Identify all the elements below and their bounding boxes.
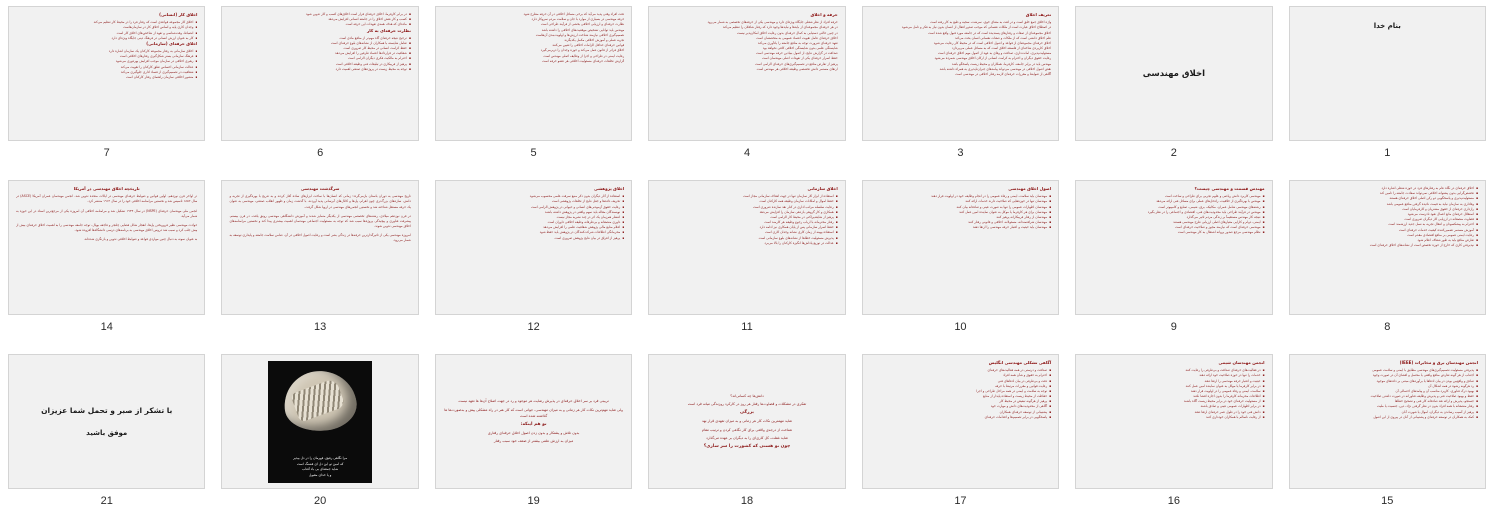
slide-cell-9[interactable] <box>1067 174 1280 348</box>
slide-3-line-3: اخلاق مجموعه‌ای از صفات و رفتارهای پسندیده است که در جامعه مورد قبول واقع شده است <box>928 30 1052 35</box>
slide-15-line-2: ▪ اجتناب از هر گونه تعارض منافع واقعی یا محتمل و افشای آن در صورت وجود <box>1297 373 1478 378</box>
slide-4-line-2: در هر حرفه‌ای مجموعه‌ای از بایدها و نبایدها وجود دارد که رفتار شاغلان را تنظیم می‌کند <box>722 25 838 30</box>
slide-10-line-7: ▪ مهندسان باید حیثیت و اعتبار حرفه مهندسی را ارتقا دهند <box>870 225 1051 230</box>
slide-16-line-7: ▪ از مسئولیت حرفه‌ای خود در برابر محیط زیست آگاه باشند <box>1083 399 1264 404</box>
slide-cell-19[interactable] <box>427 348 640 522</box>
slide-4-body <box>656 20 837 135</box>
slide-5-body <box>443 12 624 135</box>
slide-number-12: 12 <box>527 321 540 333</box>
slide-18-line-7: چون نو هستی که کشورت را سر سازی؟ <box>703 443 791 449</box>
slide-8-line-4: ▪ وفاداری به سازمان نباید به قیمت نادیده گرفتن منافع عمومی باشد <box>1297 202 1478 207</box>
slide-9-line-8: ▪ نظام مهندسی مرجع صدور پروانه اشتغال به کار مهندسی است <box>1083 230 1264 235</box>
slide-10-line-5: ▪ مهندسان از رفتار فریبکارانه پرهیز کنند <box>870 215 1051 220</box>
slide-15-line-1: ▪ پذیرفتن مسئولیت تصمیم‌گیری‌های مهندسی مطابق با ایمنی و سلامت عمومی <box>1297 368 1478 373</box>
slide-12-line-3: ▪ رعایت حقوق آزمودنی‌های انسانی و حیوانی در پژوهش الزامی است <box>443 205 624 210</box>
slide-19-line-1: تربیتی فرد بر سر اخلاق حرفه‌ای در پذیرش رضایت هر موجود و رد در جهت اصلاح آن‌ها ها تعهد نیست <box>458 399 609 404</box>
slide-15-body <box>1297 368 1478 483</box>
slide-17-line-5: ▪ توجه به سلامت و ایمنی در همه مراحل طراحی و اجرا <box>870 389 1051 394</box>
slide-15-line-7: ▪ جستجو، پذیرش و ارائه نقد صادقانه کار فنی و تصحیح خطاها <box>1297 399 1478 404</box>
slide-15-line-8: ▪ رفتار منصفانه با همه افراد بدون در نظر گرفتن نژاد، دین، جنسیت یا ملیت <box>1297 404 1478 409</box>
slide-number-20: 20 <box>314 495 327 507</box>
slide-17-line-1: ▪ صداقت و درستی در همه فعالیت‌های حرفه‌ای <box>870 368 1051 373</box>
slide-6-line-3: ▪ ماده‌ای که هدف همه‌ی تعهدات این حرفه است <box>229 22 410 27</box>
slide-thumbnail-7[interactable] <box>8 6 205 141</box>
slide-number-16: 16 <box>1167 495 1180 507</box>
slide-cell-21[interactable] <box>0 348 213 522</box>
slide-6-line-5: ▪ ترجیح نتیجه حرفه‌ای گاه مهم‌تر از منافع مادی است <box>229 36 410 41</box>
slide-19-line-3: تو هم اینکه: <box>520 421 547 427</box>
slide-thumbnail-6[interactable] <box>221 6 418 141</box>
slide-8-body <box>1297 186 1478 309</box>
slide-8-line-11: ▪ تعارض منافع باید به طور شفاف اعلام شود <box>1297 238 1478 243</box>
slide-4-line-3: در چنین حالتی دستیابی به کمال حرفه‌ای بدون رعایت اخلاق امکان‌پذیر نیست <box>736 30 838 35</box>
good-luck-message: موفق باشید <box>86 429 128 437</box>
slide-14-title: تاریخچه اخلاق مهندسی در آمریکا <box>73 186 140 191</box>
slide-17-title: آگاهی تشکلی مهندسی انگلیس <box>988 360 1052 365</box>
slide-9-line-3: ▪ رشته‌های مهندسی شامل عمران، مکانیک، برق، شیمی، صنایع و کامپیوتر است <box>1083 205 1264 210</box>
slide-9-body <box>1083 194 1264 309</box>
slide-4-line-5: تعهد حرفه‌ای ضرورت توجه به منافع جامعه را یادآوری می‌کند <box>757 40 838 45</box>
slide-thumbnail-1[interactable] <box>1289 6 1486 141</box>
slide-16-line-3: ▪ حیثیت و اعتبار حرفه مهندسی را ارتقا دهند <box>1083 379 1264 384</box>
slide-7-line-3: ▪ انضباط، وقت‌شناسی و تعهد از شاخص‌های اخلاق کار است <box>16 31 197 36</box>
slide-number-6: 6 <box>317 147 324 159</box>
slide-3-line-5: اخلاق حرفه‌ای مجموعه‌ای از قواعد و اصول اخلاقی است که در محیط کار رعایت می‌شود <box>933 40 1052 45</box>
slide-21-body <box>16 360 197 483</box>
slide-cell-10[interactable] <box>854 174 1067 348</box>
slide-12-line-4: ▪ نویسندگان مقاله باید سهم واقعی در پژوهش داشته باشند <box>443 210 624 215</box>
slide-6-line-9: ▪ احترام به مالکیت فکری دیگران الزامی است <box>229 56 410 61</box>
slide-5-line-10: گزارش تخلفات حرفه‌ای مسئولیت اخلاقی هر عضو حرفه است <box>542 58 625 63</box>
slide-9-line-7: ▪ مهندسی حرفه‌ای است که نیازمند مجوز و صلاحیت حرفه‌ای است <box>1083 225 1264 230</box>
slide-7-line-2: ▪ وجدان کاری پایه و اساس اخلاق کار در سازمان‌هاست <box>16 25 197 30</box>
slide-16-title: انجمن مهندسان شیمی <box>1218 360 1265 365</box>
slide-3-line-1: واژه اخلاق جمع خلق است و در لغت به معنای خوی، سرشت، سجیه و طبع به کار رفته است <box>930 20 1052 25</box>
slide-6-line-6: ▪ تعامل شایسته با همکاران از نشانه‌های بلوغ حرفه‌ای است <box>229 41 410 46</box>
slide-thumbnail-19[interactable] <box>435 354 632 489</box>
slide-cell-3[interactable] <box>854 0 1067 174</box>
slide-number-9: 9 <box>1170 321 1177 333</box>
slide-12-line-7: ▪ اعلام منابع مالی پژوهش شفافیت علمی را افزایش می‌دهد <box>443 225 624 230</box>
slide-7-title: اخلاق کار (انسانی) <box>159 12 198 17</box>
slide-8-line-8: ▪ احترام به پیشکسوتان و انتقال تجربه به نسل جدید ارزشمند است <box>1297 222 1478 227</box>
slide-7-body <box>16 20 197 135</box>
photo-caption-line-2: که امین تو این دل ای قشنگ است <box>296 461 344 466</box>
slide-15-line-3: ▪ صادق و واقع‌بین بودن در بیان ادعاها یا برآوردهای مبتنی بر داده‌های موجود <box>1297 379 1478 384</box>
slide-cell-1[interactable] <box>1281 0 1494 174</box>
slide-cell-8[interactable] <box>1281 174 1494 348</box>
slide-cell-12[interactable] <box>427 174 640 348</box>
slide-16-line-1: ▪ در فعالیت‌های حرفه‌ای صداقت و بی‌طرفی را رعایت کنند <box>1083 368 1264 373</box>
slide-18-line-1: دانش‌ها چه کسانی‌اند؟ <box>730 393 764 398</box>
slide-17-line-6: ▪ حفاظت از محیط زیست و استفاده پایدار از منابع <box>870 394 1051 399</box>
slide-number-5: 5 <box>530 147 537 159</box>
slide-thumbnail-5[interactable] <box>435 6 632 141</box>
slide-3-line-2: در اصطلاح اخلاق عبارت است از ملکات نفسانی که موجب صدور افعال از انسان بدون نیاز به فکر و تامل می‌شود <box>901 25 1052 30</box>
slide-11-line-10: ▪ عدالت در توزیع پاداش‌ها انگیزه کارکنان را بالا می‌برد <box>656 241 837 246</box>
slide-4-line-8: حفظ اسرار حرفه‌ای یکی از تعهدات اصلی مهندسان است <box>761 56 838 61</box>
slide-thumbnail-11[interactable] <box>648 180 845 315</box>
slide-number-17: 17 <box>954 495 967 507</box>
slide-8-line-2: ▪ تخصص‌گرایی بدون پشتوانه اخلاقی نمی‌تواند سعادت جامعه را تامین کند <box>1297 191 1478 196</box>
slide-5-line-2: حرفه مهندسی در بسیاری از موارد با جان و سلامت مردم سروکار دارد <box>531 17 625 22</box>
slide-thumbnail-21[interactable] <box>8 354 205 489</box>
slide-number-14: 14 <box>100 321 113 333</box>
slide-8-line-10: ▪ رعایت ایمنی عمومی بر منافع اقتصادی مقدم است <box>1297 233 1478 238</box>
slide-6-subtitle: نظارت حرفه‌ای به کار <box>366 27 411 33</box>
slide-thumbnail-14[interactable] <box>8 180 205 315</box>
slide-17-line-8: ▪ آگاهی از محدودیت‌های دانش و مهارت خود <box>870 404 1051 409</box>
slide-16-line-4: ▪ در برابر کارفرما یا موکل به عنوان نماینده امین عمل کنند <box>1083 384 1264 389</box>
slide-8-line-3: ▪ مسئولیت‌پذیری و پاسخگویی دو رکن اصلی اخلاق حرفه‌ای هستند <box>1297 196 1478 201</box>
slide-16-line-6: ▪ اطلاعات محرمانه کارفرما را بدون اجازه افشا نکنند <box>1083 394 1264 399</box>
slide-6-line-1: ▪ در برابر کارفرما، اخلاق حرفه‌ای قرار است اخلاق‌های کسب و کار تدوین شود <box>229 12 410 17</box>
slide-15-line-9: ▪ پرهیز از آسیب رساندن به دیگران، اموال یا شهرت آنان <box>1297 410 1478 415</box>
slide-7-line-10: ▪ شفافیت در تصمیم‌گیری از فساد اداری جلوگیری می‌کند <box>16 70 197 75</box>
slide-4-line-10: ارتقای مستمر دانش تخصصی وظیفه اخلاقی هر مهندس است <box>756 66 838 71</box>
slide-cell-20[interactable] <box>213 348 426 522</box>
slide-3-line-4: علم اخلاق دانشی است که از ملکات و صفات نفسانی انسان بحث می‌کند <box>954 35 1052 40</box>
slide-5-line-8: اخلاق فراتر از قانون عمل می‌کند و حوزه وجدان را دربرمی‌گیرد <box>540 48 625 53</box>
slide-cell-16[interactable] <box>1067 348 1280 522</box>
slide-12-line-5: ▪ انتشار هم‌زمان یک اثر در چند نشریه مجاز نیست <box>443 215 624 220</box>
slide-11-body <box>656 194 837 309</box>
slide-3-line-10: نقض اصول اخلاقی در مهندسی می‌تواند پیامدهای جبران‌ناپذیری به همراه داشته باشد <box>939 66 1052 71</box>
slide-cell-7[interactable] <box>0 0 213 174</box>
slide-number-1: 1 <box>1384 147 1391 159</box>
slide-number-21: 21 <box>100 495 113 507</box>
slide-4-line-9: پرهیز از تعارض منافع در تصمیم‌گیری‌های حرفه‌ای الزامی است <box>755 61 838 66</box>
slide-16-line-5: ▪ سلامت، ایمنی و رفاه عمومی را در اولویت قرار دهند <box>1083 389 1264 394</box>
slide-number-7: 7 <box>103 147 110 159</box>
slide-number-10: 10 <box>954 321 967 333</box>
slide-thumbnail-10[interactable] <box>862 180 1059 315</box>
slide-6-line-11: ▪ توجه به محیط زیست در پروژه‌های صنعتی اهمیت دارد <box>229 67 410 72</box>
slide-5-line-9: رعایت ایمنی در طراحی و اجرا از وظایف اصلی مهندس است <box>543 53 625 58</box>
slide-4-line-7: صداقت در گزارش نتایج، از اصول بنیادین حرفه مهندسی است <box>756 51 838 56</box>
slide-11-line-3: ▪ رعایت سلسله مراتب اداری در کنار نقد سازنده ضروری است <box>656 205 837 210</box>
slide-11-line-2: ▪ حفظ اموال و امکانات سازمان وظیفه همه کارکنان است <box>656 199 837 204</box>
slide-number-2: 2 <box>1170 147 1177 159</box>
slide-6-line-2: ▪ کسب و کار نقش اخلاق را در جامعه انسانی افزایش می‌دهد <box>229 17 410 22</box>
slide-6-line-8: ▪ شفافیت در قراردادها اعتماد طرفین را افزایش می‌دهد <box>229 51 410 56</box>
slide-cell-11[interactable] <box>640 174 853 348</box>
slide-3-line-6: اخلاق کاربردی شاخه‌ای از فلسفه اخلاق است که به مسائل عملی می‌پردازد <box>952 46 1052 51</box>
slide-thumbnail-20[interactable] <box>221 354 418 489</box>
slide-11-line-9: ▪ پذیرش مسئولیت خطاها از نشانه‌های بلوغ سازمانی است <box>656 236 837 241</box>
slide-12-body <box>443 194 624 309</box>
photo-caption-line-4: و یا خدای مقبول <box>308 472 332 477</box>
slide-thumbnail-9[interactable] <box>1075 180 1272 315</box>
slide-3-line-7: مسئولیت‌پذیری، امانت‌داری، صداقت و وفای به عهد از اصول مهم اخلاق حرفه‌ای است <box>937 51 1052 56</box>
slide-thumbnail-4[interactable] <box>648 6 845 141</box>
book-sculpture-shape <box>280 366 360 435</box>
slide-10-body <box>870 194 1051 309</box>
slide-cell-13[interactable] <box>213 174 426 348</box>
slide-10-line-3: ▪ مهندسان اظهارات عمومی را تنها به صورت عینی و صادقانه بیان کنند <box>870 205 1051 210</box>
slide-8-line-5: ▪ رازداری حرفه‌ای از حقوق مشتریان و کارفرمایان است <box>1297 207 1478 212</box>
slide-5-line-1: دقت افراد وقتی پدید می‌آید که برخی مسائل اخلاقی در آن حرفه مطرح شود <box>523 12 625 16</box>
slide-number-4: 4 <box>743 147 751 159</box>
slide-17-line-10: ▪ پاسخگویی در برابر تصمیم‌ها و اقدامات حرفه‌ای <box>870 415 1051 420</box>
slide-18-body <box>656 360 837 483</box>
slide-2-title: اخلاق مهندسی <box>1142 68 1205 79</box>
slide-thumbnail-3[interactable] <box>862 6 1059 141</box>
slide-1-title: بنام خدا <box>1373 22 1401 30</box>
slide-19-body <box>443 360 624 483</box>
slide-10-line-2: ▪ مهندسان تنها در حوزه‌هایی که صلاحیت دارند خدمات ارائه کنند <box>870 199 1051 204</box>
slide-6-body <box>229 12 410 135</box>
photo-caption-line-1: مرا نگاهی رفیق، قهرمان را در دل بپذیر <box>293 456 348 461</box>
slide-3-body <box>870 20 1051 135</box>
slide-16-body <box>1083 368 1264 483</box>
slide-15-line-10: ▪ کمک به همکاران در توسعه حرفه‌ای و پشتیبانی از آنان در پیروی از این اصول <box>1297 415 1478 420</box>
slide-13-para-3: امروزه مهندسی یکی از تاثیرگذارترین حرفه‌ها در زندگی بشر است و رعایت اصول اخلاقی در آن، ضامن سلامت جامعه و پایداری توسعه به شمار می‌رود. <box>229 233 411 243</box>
slide-thumbnail-18[interactable] <box>648 354 845 489</box>
slide-thumbnail-2[interactable] <box>1075 6 1272 141</box>
slide-thumbnail-13[interactable] <box>221 180 418 315</box>
slide-12-line-6: ▪ داوری منصفانه و بی‌طرفانه وظیفه اخلاقی داوران است <box>443 220 624 225</box>
slide-4-line-1: حرفه افراد از نظر شغلی جایگاه ویژه‌ای دارد و مهندسی یکی از حرفه‌های تخصصی به شمار می‌رود <box>707 20 838 25</box>
slide-number-18: 18 <box>740 495 754 507</box>
slide-18-line-3: بزرگی <box>740 409 754 415</box>
slide-thumbnail-16[interactable] <box>1075 354 1272 489</box>
slide-17-line-4: ▪ رعایت قوانین و مقررات مرتبط با حرفه <box>870 384 1051 389</box>
slide-5-line-5: تصمیم‌گیری اخلاقی نیازمند شناخت ارزش‌ها و اولویت‌بندی آن‌هاست <box>535 32 625 37</box>
slide-5-line-7: قوانین حرفه‌ای حداقل الزامات اخلاقی را تعیین می‌کنند <box>552 43 625 48</box>
slide-thumbnail-8[interactable] <box>1289 180 1486 315</box>
thanks-message: با تشکر از صبر و تحمل شما عزیزان <box>41 406 173 415</box>
slide-number-3: 3 <box>957 147 964 159</box>
slide-16-line-9: ▪ دانش فنی خود را در طول عمر حرفه‌ای ارتقا دهند <box>1083 410 1264 415</box>
slide-8-line-7: ▪ قضاوت منصفانه در ارزیابی کار دیگران ضروری است <box>1297 217 1478 222</box>
slide-7-subtitle: اخلاق حرفه‌ای (سازمانی) <box>146 40 198 46</box>
slide-18-line-5: شناخت از درجه‌ی واقعی برای کار نگاهی کردن و ترتیب مقام <box>701 427 793 432</box>
slide-3-line-11: آگاهی از ضوابط و مقررات حرفه‌ای لازمه رفتار اخلاقی در مهندسی است <box>955 72 1052 77</box>
photo-caption <box>268 456 372 478</box>
slide-18-line-6: شاید غفلت، کل کاری‌ای را به دیگران بر عهده می‌گذارد <box>706 435 788 440</box>
slide-cell-2[interactable] <box>1067 0 1280 174</box>
slide-number-11: 11 <box>741 321 753 333</box>
slide-cell-6[interactable] <box>213 0 426 174</box>
slide-cell-18[interactable] <box>640 348 853 522</box>
slide-19-line-2: ولی شاید مهم‌ترین نکات کار هر زمانی و به میزان مهندسی، جوانی است که کار هنر در راه مشکلی پیش و به‌صورت‌ها ها گذاشته شده است <box>444 407 623 418</box>
slide-11-line-6: ▪ رفتار محترمانه با ارباب رجوع وظیفه هر کارمند است <box>656 220 837 225</box>
slide-17-line-7: ▪ پرهیز از هرگونه تبعیض در محیط کار <box>870 399 1051 404</box>
slide-8-line-1: ▪ اخلاق حرفه‌ای در نگاه عام به رفتارهای فرد در حوزه شغلی اشاره دارد <box>1297 186 1478 191</box>
slide-4-line-6: شایستگی علمی بدون شایستگی اخلاقی کافی نخواهد بود <box>762 46 838 51</box>
slide-15-line-4: ▪ رد هرگونه رشوه در همه اشکال آن <box>1297 384 1478 389</box>
slide-9-line-4: ▪ مهندس در فرآیند طراحی باید محدودیت‌های فنی، اقتصادی و اجتماعی را در نظر بگیرد <box>1083 210 1264 215</box>
slide-cell-5[interactable] <box>427 0 640 174</box>
slide-thumbnail-15[interactable] <box>1289 354 1486 489</box>
slide-6-line-7: ▪ حفظ کرامت انسانی در محیط کار ضروری است <box>229 46 410 51</box>
slide-3-line-9: مهندس باید در برابر جامعه، کارفرما، همکاران و محیط زیست پاسخگو باشد <box>951 61 1052 66</box>
slide-12-title: اخلاق پژوهشی <box>593 186 625 191</box>
slide-19-line-4: بدون تلاش و پشتکار و بدون زدن اصول اخلاق حرفه‌ای رفتاری <box>487 431 580 436</box>
slide-8-line-9: ▪ آموزش مستمر تضمین‌کننده کیفیت خدمات حرفه‌ای است <box>1297 228 1478 233</box>
slide-17-line-9: ▪ پشتیبانی از توسعه حرفه‌ای همکاران <box>870 410 1051 415</box>
photo-caption-line-3: شاید جمعه‌ای بی باد آفتاب <box>302 467 339 472</box>
slide-10-title: اصول اخلاق مهندسی <box>1008 186 1052 191</box>
slide-cell-4[interactable] <box>640 0 853 174</box>
slide-6-line-10: ▪ پرهیز از فریبکاری در تبلیغات فنی وظیفه اخلاقی است <box>229 62 410 67</box>
slide-14-para-1: در اواخر قرن نوزدهم، اولین قوانین و ضوابط حرفه‌ای مهندسی در ایالات متحده تدوین شد. انجمن مهندسان عمران آمریکا (ASCE) در سال ۱۸۵۲ تاسیس شد و نخستین مرامنامه اخلاقی خود را در سال ۱۹۱۴ منتشر کرد. <box>16 194 198 204</box>
sculpture-photo <box>268 361 372 483</box>
slide-number-13: 13 <box>314 321 327 333</box>
slide-13-para-2: در قرن نوزدهم میلادی، رشته‌های تخصصی مهندسی از یکدیگر متمایز شدند و آموزش دانشگاهی مهندسی رونق یافت. در قرن بیستم، پیشرفت فناوری و پیچیدگی پروژه‌ها سبب شد که توجه به مسئولیت اجتماعی مهندسان اهمیت بیشتری پیدا کند و نخستین مرامنامه‌های اخلاق مهندسی تدوین شوند. <box>229 213 411 229</box>
slide-cell-15[interactable] <box>1281 348 1494 522</box>
slide-7-line-9: ▪ عدالت سازمانی احساس تعلق کارکنان را تقویت می‌کند <box>16 65 197 70</box>
slide-3-line-8: رعایت حقوق دیگران و احترام به کرامت انسانی از ارکان اخلاق مهندسی شمرده می‌شود <box>934 56 1052 61</box>
slide-cell-14[interactable] <box>0 174 213 348</box>
slide-17-line-2: ▪ احترام به حقوق و شأن همه افراد <box>870 373 1051 378</box>
slide-17-line-3: ▪ دقت و بی‌طرفی در بیان ادعاهای فنی <box>870 379 1051 384</box>
slide-15-line-5: ▪ بهبود درک فناوری، کاربرد مناسب آن و پیامدهای احتمالی آن <box>1297 389 1478 394</box>
slide-16-line-2: ▪ خدمات را تنها در حوزه صلاحیت خود ارائه دهند <box>1083 373 1264 378</box>
slide-3-title: تعریف اخلاق <box>1025 12 1052 17</box>
slide-13-body <box>229 194 410 309</box>
slide-12-line-2: ▪ تحریف داده‌ها و جعل نتایج از تخلفات پژوهشی است <box>443 199 624 204</box>
slide-11-line-4: ▪ همکاری و کار گروهی بازدهی سازمان را افزایش می‌دهد <box>656 210 837 215</box>
slide-10-line-4: ▪ مهندسان برای هر کارفرما یا موکل به عنوان نماینده امین عمل کنند <box>870 210 1051 215</box>
slide-14-para-4: به عنوان نمونه به دنبال چنین مواردی قواعد و ضوابط اخلاقی تدوین و بازنگری شده‌اند. <box>83 237 198 242</box>
slide-thumbnail-12[interactable] <box>435 180 632 315</box>
slide-17-body <box>870 368 1051 483</box>
slide-2-title-block <box>1083 12 1264 135</box>
slide-number-19: 19 <box>527 495 540 507</box>
slide-7-line-8: ▪ رهبری اخلاقی در سازمان موجب افزایش بهره‌وری می‌شود <box>16 59 197 64</box>
slide-16-line-10: ▪ از رقابت ناسالم با همکاران خودداری کنند <box>1083 415 1264 420</box>
slide-9-title: مهندس قسمت و مهندسی چیست؟ <box>1194 186 1265 191</box>
slide-10-line-1: ▪ مهندسان باید سلامت، ایمنی و رفاه عمومی را در انجام وظایف خود در اولویت قرار دهند <box>870 194 1051 199</box>
slide-5-line-4: مهندس باید توانایی تشخیص موقعیت‌های اخلاقی را داشته باشد <box>541 27 625 32</box>
slide-11-line-1: ▪ استفاده از ابزار کار سازمان تنها در جهت اهداف سازمانی مجاز است <box>656 194 837 199</box>
slide-10-line-6: ▪ مهندسان شرافتمندانه، مسئولانه، اخلاقی و قانونی رفتار کنند <box>870 220 1051 225</box>
slide-14-para-3: حوادث مهندسی نظیر فروریختن پل‌ها، انفجار شاتل فضایی چلنجر و فاجعه بوپال، توجه جامعه مهندسی را به اهمیت اخلاق حرفه‌ای بیش از پیش جلب کرد و سبب شد دروس اخلاق مهندسی به برنامه‌های درسی دانشگاه‌ها افزوده شود. <box>16 222 198 233</box>
slide-7-line-4: ▪ کار به عنوان ارزش انسانی در فرهنگ دینی جایگاه ویژه‌ای دارد <box>16 36 197 41</box>
slide-9-line-6: ▪ ایمنی، دوام و کارایی معیارهای اصلی ارزیابی طرح مهندسی هستند <box>1083 220 1264 225</box>
slide-14-body <box>16 194 197 309</box>
slide-9-line-2: ▪ مهندس با بهره‌گیری از خلاقیت، راه‌حل‌های عملی برای مسائل فنی ارائه می‌دهد <box>1083 199 1264 204</box>
slide-11-title: اخلاق سازمانی <box>807 186 838 191</box>
slide-18-line-4: شاید مهمترین نکات کار هر زمانی و به میزان تعهدی قرار نهد <box>702 419 793 424</box>
slide-8-line-12: ▪ نپذیرفتن کاری که خارج از حوزه تخصص است از نشانه‌های اخلاق حرفه‌ای است <box>1297 243 1478 248</box>
slide-12-line-8: ▪ محرمانگی اطلاعات شرکت‌کنندگان در پژوهش باید حفظ شود <box>443 230 624 235</box>
slide-15-title: انجمن مهندسان برق و مخابرات (IEEE) <box>1399 360 1478 365</box>
slide-5-line-3: نظارت حرفه‌ای و ارزیابی اخلاقی بخشی از فرآیند طراحی است <box>540 22 625 27</box>
slide-16-line-8: ▪ در برابر اظهارات عمومی عینی و صادق باشند <box>1083 404 1264 409</box>
slide-5-line-6: تجربه عملی و آموزش اخلاقی مکمل یکدیگرند <box>564 37 625 42</box>
slide-4-title: حرفه و اخلاق <box>810 12 838 17</box>
slide-number-15: 15 <box>1381 495 1394 507</box>
slide-9-line-1: ▪ مهندسی کاربرد دانش ریاضی و علوم تجربی برای طراحی و ساخت است <box>1083 194 1264 199</box>
slide-13-para-1: تاریخ مهندسی به دوران باستان بازمی‌گردد؛ زمانی که انسان‌ها با ساخت ابزارهای ساده آغاز کردند و به تدریج با بهره‌گیری از تجربه و دانش، سازه‌های بزرگ‌تری چون اهرام، پل‌ها و کانال‌های آبرسانی پدید آوردند. با گذشت زمان و ظهور انقلاب صنعتی، مهندسی به عنوان یک حرفه مستقل شناخته شد و نخستین انجمن‌های مهندسی در اروپا شکل گرفت. <box>229 194 411 209</box>
slide-11-line-8: ▪ استفاده بهینه از زمان کاری نشانه وجدان کاری است <box>656 230 837 235</box>
slide-cell-17[interactable] <box>854 348 1067 522</box>
slide-12-line-9: ▪ پرهیز از اغراق در بیان نتایج پژوهش ضروری است <box>443 236 624 241</box>
slide-15-line-6: ▪ حفظ و بهبود صلاحیت فنی و پذیرش وظایف فناورانه در صورت داشتن صلاحیت <box>1297 394 1478 399</box>
slide-18-line-2: تفکری در مشکلات و قضاوت‌ها رفتار هر روز در کارکرد روزندگی میانه فرد است <box>687 401 807 406</box>
slide-7-line-6: ▪ اخلاق سازمانی به رفتار مجموعه کارکنان یک سازمان اشاره دارد <box>16 49 197 54</box>
slide-thumbnail-17[interactable] <box>862 354 1059 489</box>
slide-12-line-1: ▪ استفاده از آثار دیگران بدون ذکر منبع سرقت علمی محسوب می‌شود <box>443 194 624 199</box>
slide-7-line-7: ▪ فرهنگ سازمانی بستر شکل‌گیری رفتارهای اخلاقی است <box>16 54 197 59</box>
slide-11-line-5: ▪ پرهیز از شایعه‌پراکنی در محیط کار الزامی است <box>656 215 837 220</box>
slide-7-line-11: ▪ منشور اخلاقی سازمان راهنمای رفتار کارکنان است <box>16 75 197 80</box>
slide-19-line-5: میزان به ارزش علمی بیشتر از ضعف خود سبب رفتار <box>493 439 574 444</box>
slide-7-line-1: ▪ اخلاق کار مجموعه قواعدی است که رفتار فرد را در محیط کار تنظیم می‌کند <box>16 20 197 25</box>
slide-11-line-7: ▪ حفظ اسرار سازمانی پس از پایان همکاری نیز ادامه دارد <box>656 225 837 230</box>
slide-8-line-6: ▪ استقلال حرفه‌ای مانع اعمال نفوذ نادرست می‌شود <box>1297 212 1478 217</box>
slide-14-para-2: انجمن ملی مهندسان حرفه‌ای (NSPE) در سال ۱۹۳۴ تشکیل شد و مرامنامه اخلاقی آن امروزه یکی از مرجع‌ترین اسناد در این حوزه به شمار می‌آید. <box>16 208 198 218</box>
slide-4-line-4: اخلاق حرفه‌ای عامل تقویت اعتماد عمومی به متخصصان است <box>756 35 838 40</box>
slide-9-line-5: ▪ نتیجه کار مهندس مستقیماً بر زندگی مردم تاثیر می‌گذارد <box>1083 215 1264 220</box>
slide-number-8: 8 <box>1384 321 1391 333</box>
slide-13-title: سرگذشت مهندسی <box>300 186 340 191</box>
